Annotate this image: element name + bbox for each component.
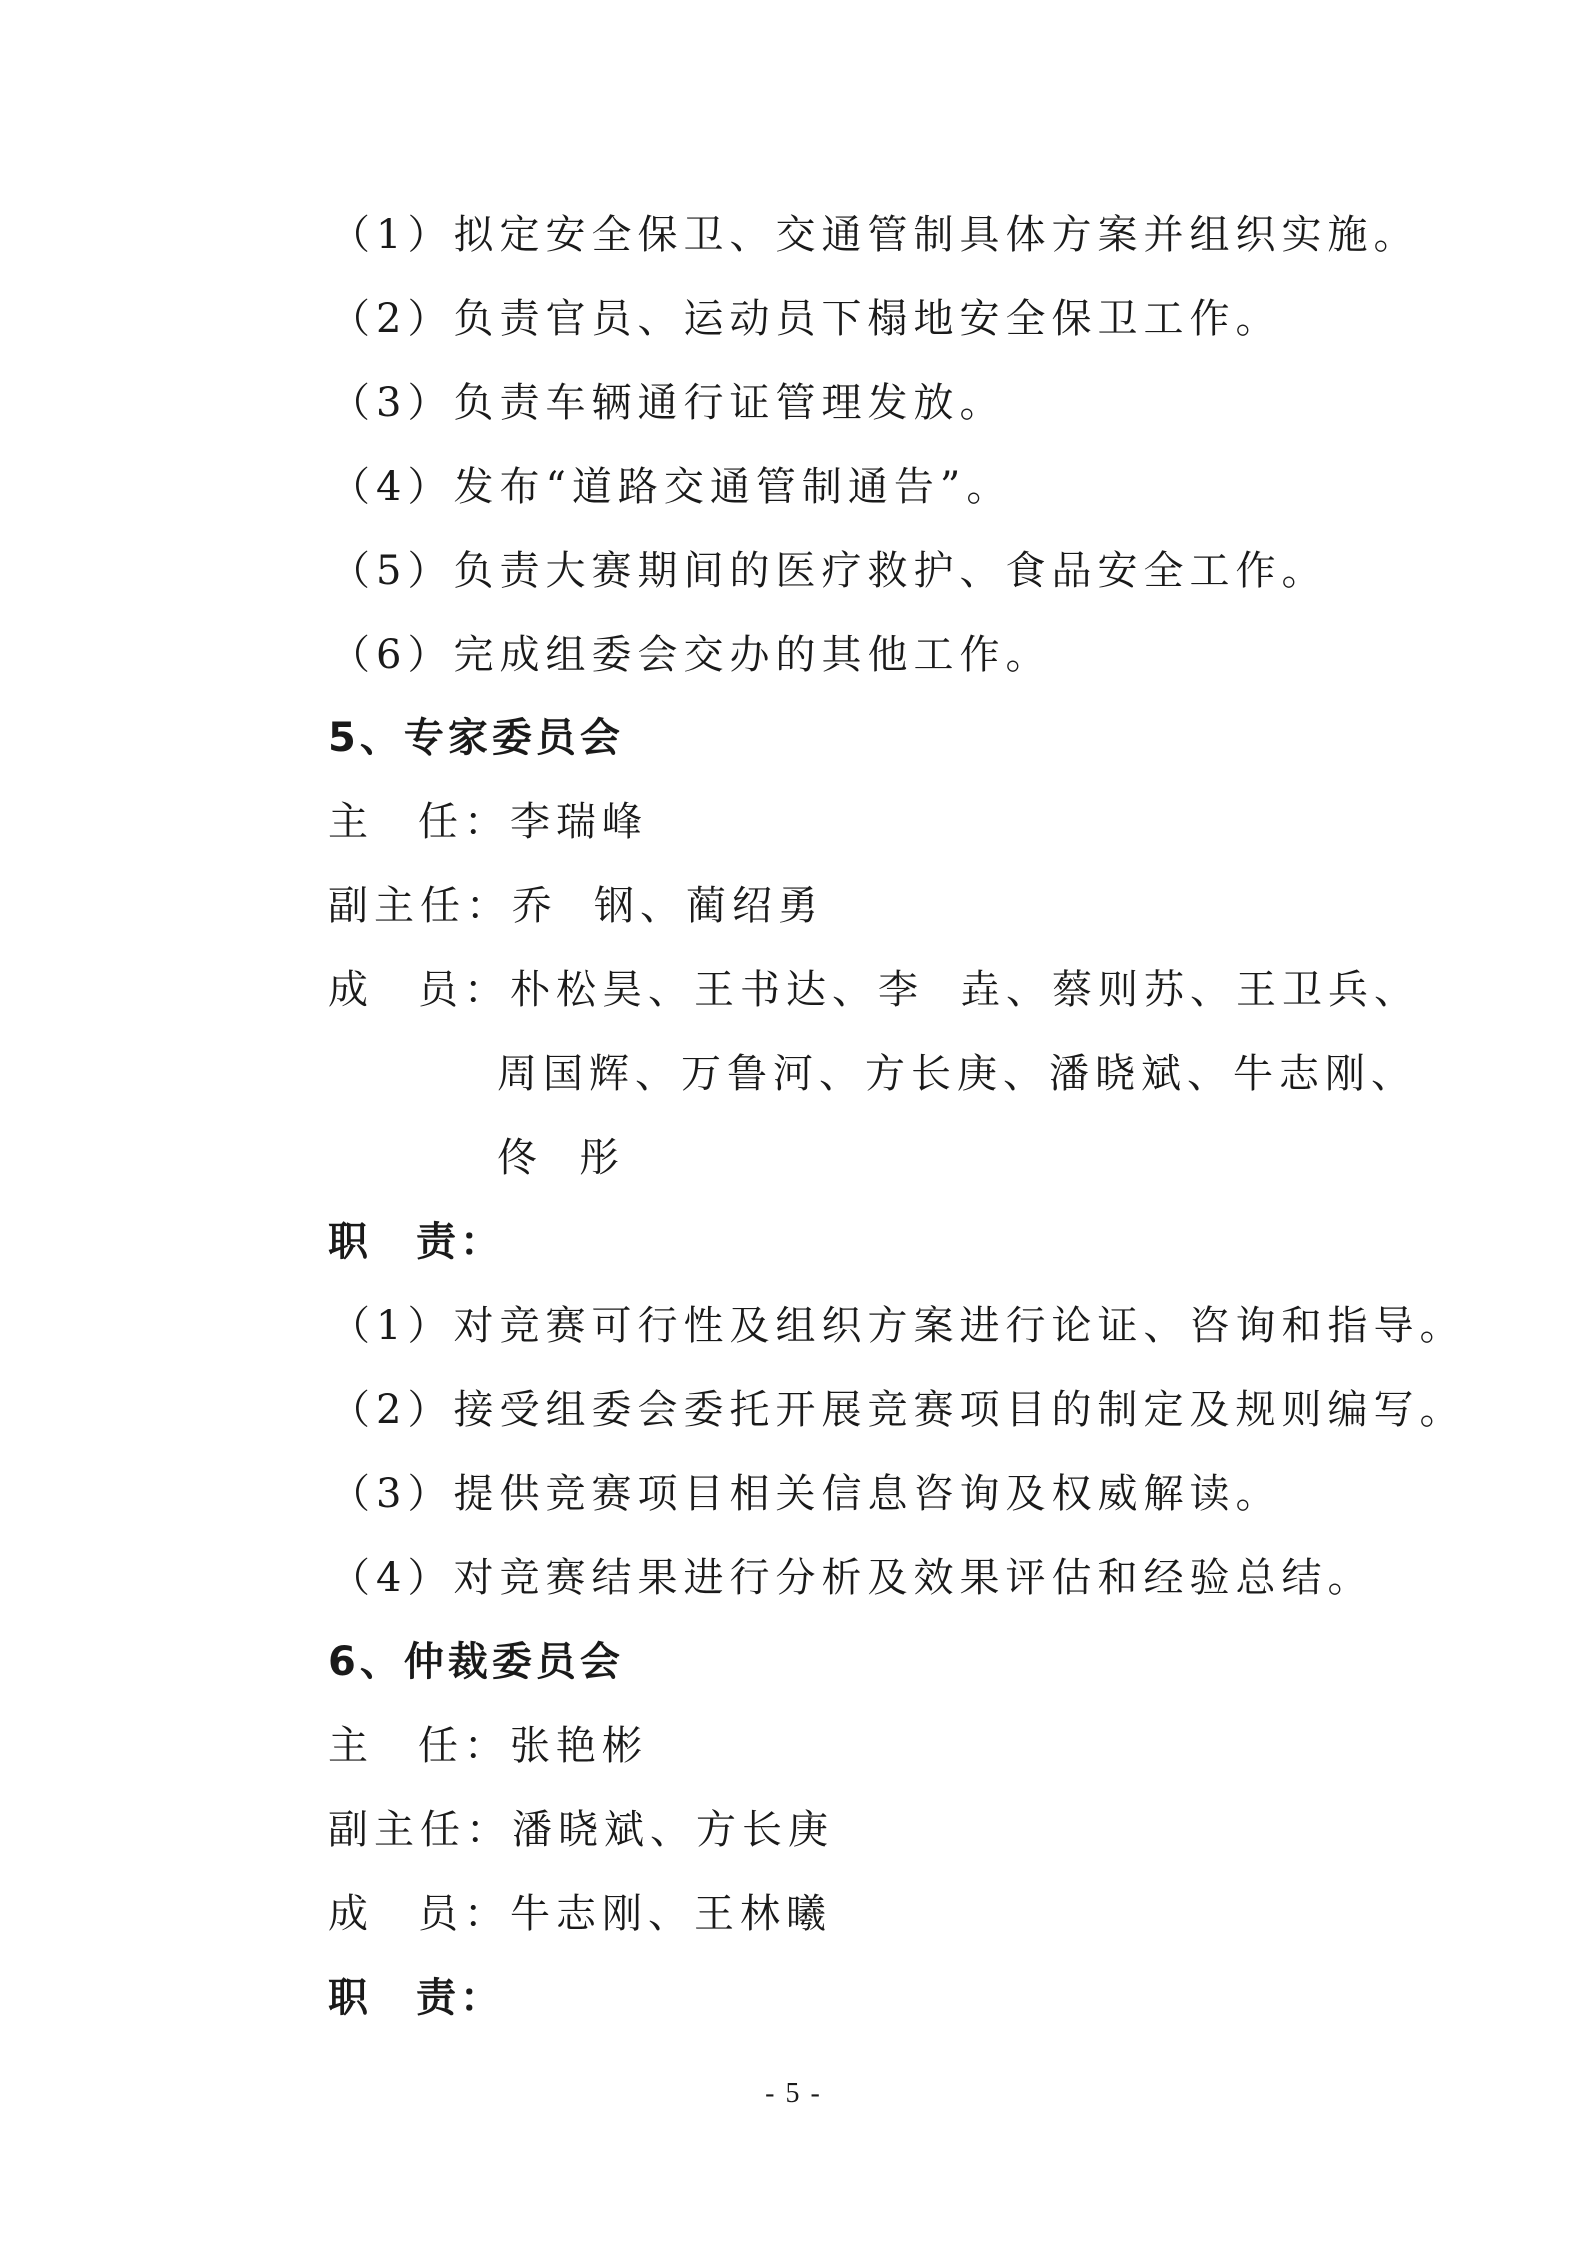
duties-label-part2: 责： [416,1975,504,2021]
members-label-part1: 成 [328,967,374,1013]
arbitration-duties-label [328,1973,504,2023]
director-label-part1: 主 [328,1723,374,1769]
duties-label-part1: 职 [328,1219,372,1265]
expert-duty-2: （2）接受组委会委托开展竞赛项目的制定及规则编写。 [330,1387,1466,1433]
arbitration-members-names: 牛志刚、王林曦 [510,1891,832,1937]
director-label-part1: 主 [328,799,374,845]
arbitration-deputy-row [328,1805,834,1855]
expert-duty-3: （3）提供竞赛项目相关信息咨询及权威解读。 [330,1471,1282,1517]
arbitration-director-row [328,1721,648,1771]
security-duty-3: （3）负责车辆通行证管理发放。 [330,380,1006,426]
director-label-part2: 任： [418,1723,510,1769]
expert-members-line1-a: 朴松昊、王书达、李 [510,967,924,1013]
security-duty-6: （6）完成组委会交办的其他工作。 [330,632,1052,678]
security-duty-1: （1）拟定安全保卫、交通管制具体方案并组织实施。 [330,212,1420,258]
expert-deputy-name-1: 乔 [512,883,558,929]
deputy-label: 副主任： [328,883,512,929]
duties-label-part2: 责： [416,1219,504,1265]
director-label-part2: 任： [418,799,510,845]
members-label-part1: 成 [328,1891,374,1937]
expert-members-line1-b: 垚、蔡则苏、王卫兵、 [960,967,1420,1013]
members-label-part2: 员： [418,1891,510,1937]
expert-members-line3-b: 彤 [579,1135,625,1181]
section-heading-arbitration-committee: 6、仲裁委员会 [328,1639,624,1685]
arbitration-deputy-names: 潘晓斌、方长庚 [512,1807,834,1853]
expert-members-line3-a: 佟 [497,1135,543,1181]
expert-deputy-row [328,881,824,931]
security-duty-4: （4）发布“道路交通管制通告”。 [330,464,1013,510]
arbitration-director-name: 张艳彬 [510,1723,648,1769]
expert-members-row-1 [328,965,1420,1015]
expert-director-name: 李瑞峰 [510,799,648,845]
expert-duty-1: （1）对竞赛可行性及组织方案进行论证、咨询和指导。 [330,1303,1466,1349]
arbitration-members-row [328,1889,832,1939]
deputy-label: 副主任： [328,1807,512,1853]
expert-deputy-names-rest: 钢、蔺绍勇 [594,883,824,929]
section-heading-expert-committee: 5、专家委员会 [328,715,624,761]
members-label-part2: 员： [418,967,510,1013]
security-duty-2: （2）负责官员、运动员下榻地安全保卫工作。 [330,296,1282,342]
page-number: - 5 - [765,2078,822,2109]
duties-label-part1: 职 [328,1975,372,2021]
security-duty-5: （5）负责大赛期间的医疗救护、食品安全工作。 [330,548,1328,594]
expert-director-row [328,797,648,847]
expert-duty-4: （4）对竞赛结果进行分析及效果评估和经验总结。 [330,1555,1374,1601]
expert-members-row-3 [497,1133,625,1183]
expert-duties-label [328,1217,504,1267]
expert-members-row-2: 周国辉、万鲁河、方长庚、潘晓斌、牛志刚、 [497,1051,1417,1097]
